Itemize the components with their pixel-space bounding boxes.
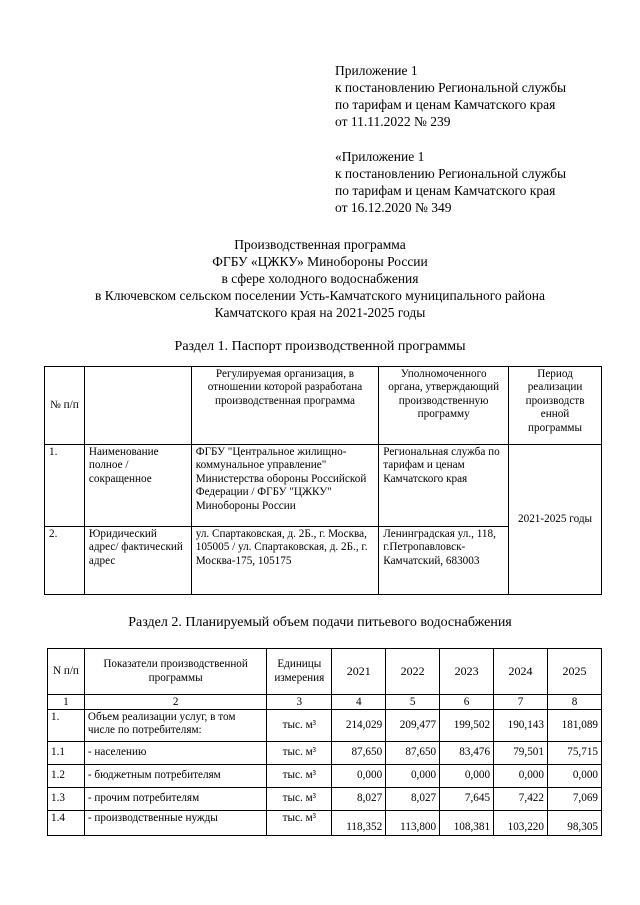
passport-table xyxy=(44,366,602,595)
period-cell: 2021-2025 годы xyxy=(509,445,602,595)
appendix-line: по тарифам и ценам Камчатского края xyxy=(335,97,556,112)
row-value: 87,650 xyxy=(386,742,440,765)
row-authorized-body: Региональная служба по тарифам и ценам Камчатского края xyxy=(379,445,509,527)
column-index: 5 xyxy=(386,695,440,710)
row-num: 1. xyxy=(45,445,85,527)
header-period: Период реализации производств енной программы xyxy=(509,367,602,445)
column-index: 7 xyxy=(494,695,548,710)
table-row xyxy=(48,765,602,788)
row-value: 98,305 xyxy=(547,811,601,836)
column-index: 8 xyxy=(547,695,601,710)
row-value: 8,027 xyxy=(332,788,386,811)
program-title-line: ФГБУ «ЦЖКУ» Минобороны России xyxy=(212,254,428,269)
row-num: 1.1 xyxy=(48,742,85,765)
table-row xyxy=(48,811,602,836)
column-index-row xyxy=(48,695,602,710)
header-num: N п/п xyxy=(48,649,85,695)
row-value: 214,029 xyxy=(332,710,386,742)
row-name: Объем реализации услуг, в том числе по потребителям: xyxy=(84,710,266,742)
row-regulated-org: ФГБУ "Центральное жилищно-коммунальное управление" Министерства обороны Российской Федерации / ФГБУ "ЦЖКУ" Минобороны России xyxy=(191,445,379,527)
row-name: Юридический адрес/ фактический адрес xyxy=(84,527,191,595)
row-num: 2. xyxy=(45,527,85,595)
row-value: 0,000 xyxy=(440,765,494,788)
program-title-line: Производственная программа xyxy=(234,237,406,252)
column-index: 3 xyxy=(267,695,332,710)
header-blank xyxy=(84,367,191,445)
appendix-line: «Приложение 1 xyxy=(335,149,425,164)
row-num: 1.3 xyxy=(48,788,85,811)
row-name: - прочим потребителям xyxy=(84,788,266,811)
column-index: 2 xyxy=(84,695,266,710)
row-value: 0,000 xyxy=(494,765,548,788)
table-row xyxy=(48,710,602,742)
column-index: 1 xyxy=(48,695,85,710)
table-header-row xyxy=(45,367,602,445)
appendix-block-previous xyxy=(335,148,566,216)
row-value: 87,650 xyxy=(332,742,386,765)
row-value: 199,502 xyxy=(440,710,494,742)
row-regulated-org: ул. Спартаковская, д. 2Б., г. Москва, 105005 / ул. Спартаковская, д. 2Б., г. Москва-175, 105175 xyxy=(191,527,379,595)
volume-table xyxy=(47,648,602,836)
table-header-row xyxy=(48,649,602,695)
row-value: 0,000 xyxy=(386,765,440,788)
row-value: 7,069 xyxy=(547,788,601,811)
appendix-block-current xyxy=(335,62,566,130)
row-value: 108,381 xyxy=(440,811,494,836)
appendix-line: по тарифам и ценам Камчатского края xyxy=(335,183,556,198)
row-unit: тыс. м³ xyxy=(267,811,332,836)
row-value: 0,000 xyxy=(332,765,386,788)
row-value: 79,501 xyxy=(494,742,548,765)
row-name: Наименование полное / сокращенное xyxy=(84,445,191,527)
header-year: 2022 xyxy=(386,649,440,695)
row-unit: тыс. м³ xyxy=(267,788,332,811)
table-row xyxy=(48,788,602,811)
program-title-line: в Ключевском сельском поселении Усть-Камчатского муниципального района xyxy=(95,288,545,303)
column-index: 6 xyxy=(440,695,494,710)
header-unit: Единицы измерения xyxy=(267,649,332,695)
row-value: 75,715 xyxy=(547,742,601,765)
row-value: 209,477 xyxy=(386,710,440,742)
row-num: 1.2 xyxy=(48,765,85,788)
table-row xyxy=(48,742,602,765)
row-value: 7,422 xyxy=(494,788,548,811)
row-unit: тыс. м³ xyxy=(267,765,332,788)
row-value: 181,089 xyxy=(547,710,601,742)
row-value: 118,352 xyxy=(332,811,386,836)
appendix-line: Приложение 1 xyxy=(335,63,418,78)
section1-title: Раздел 1. Паспорт производственной программы xyxy=(174,339,466,354)
row-value: 83,476 xyxy=(440,742,494,765)
program-title-line: в сфере холодного водоснабжения xyxy=(221,271,419,286)
row-unit: тыс. м³ xyxy=(267,742,332,765)
row-value: 0,000 xyxy=(547,765,601,788)
header-indicator: Показатели производственной программы xyxy=(84,649,266,695)
row-value: 8,027 xyxy=(386,788,440,811)
header-num: № п/п xyxy=(45,367,85,445)
appendix-line: от 16.12.2020 № 349 xyxy=(335,200,452,215)
row-value: 103,220 xyxy=(494,811,548,836)
row-unit: тыс. м³ xyxy=(267,710,332,742)
row-value: 7,645 xyxy=(440,788,494,811)
appendix-line: к постановлению Региональной службы xyxy=(335,80,567,95)
header-year: 2024 xyxy=(494,649,548,695)
appendix-line: к постановлению Региональной службы xyxy=(335,166,567,181)
row-num: 1. xyxy=(48,710,85,742)
row-name: - производственные нужды xyxy=(84,811,266,836)
row-name: - населению xyxy=(84,742,266,765)
column-index: 4 xyxy=(332,695,386,710)
program-title-line: Камчатского края на 2021-2025 годы xyxy=(214,305,426,320)
header-year: 2025 xyxy=(547,649,601,695)
row-value: 190,143 xyxy=(494,710,548,742)
header-regulated-org: Регулируемая организация, в отношении которой разработана производственная программа xyxy=(191,367,379,445)
program-title xyxy=(0,236,640,321)
row-num: 1.4 xyxy=(48,811,85,836)
header-year: 2023 xyxy=(440,649,494,695)
appendix-line: от 11.11.2022 № 239 xyxy=(335,114,451,129)
header-year: 2021 xyxy=(332,649,386,695)
section2-title: Раздел 2. Планируемый объем подачи питьевого водоснабжения xyxy=(128,615,512,630)
row-value: 113,800 xyxy=(386,811,440,836)
table-row xyxy=(45,445,602,527)
row-authorized-body: Ленинградская ул., 118, г.Петропавловск-Камчатский, 683003 xyxy=(379,527,509,595)
header-authorized-body: Уполномоченного органа, утверждающий производственную программу xyxy=(379,367,509,445)
row-name: - бюджетным потребителям xyxy=(84,765,266,788)
